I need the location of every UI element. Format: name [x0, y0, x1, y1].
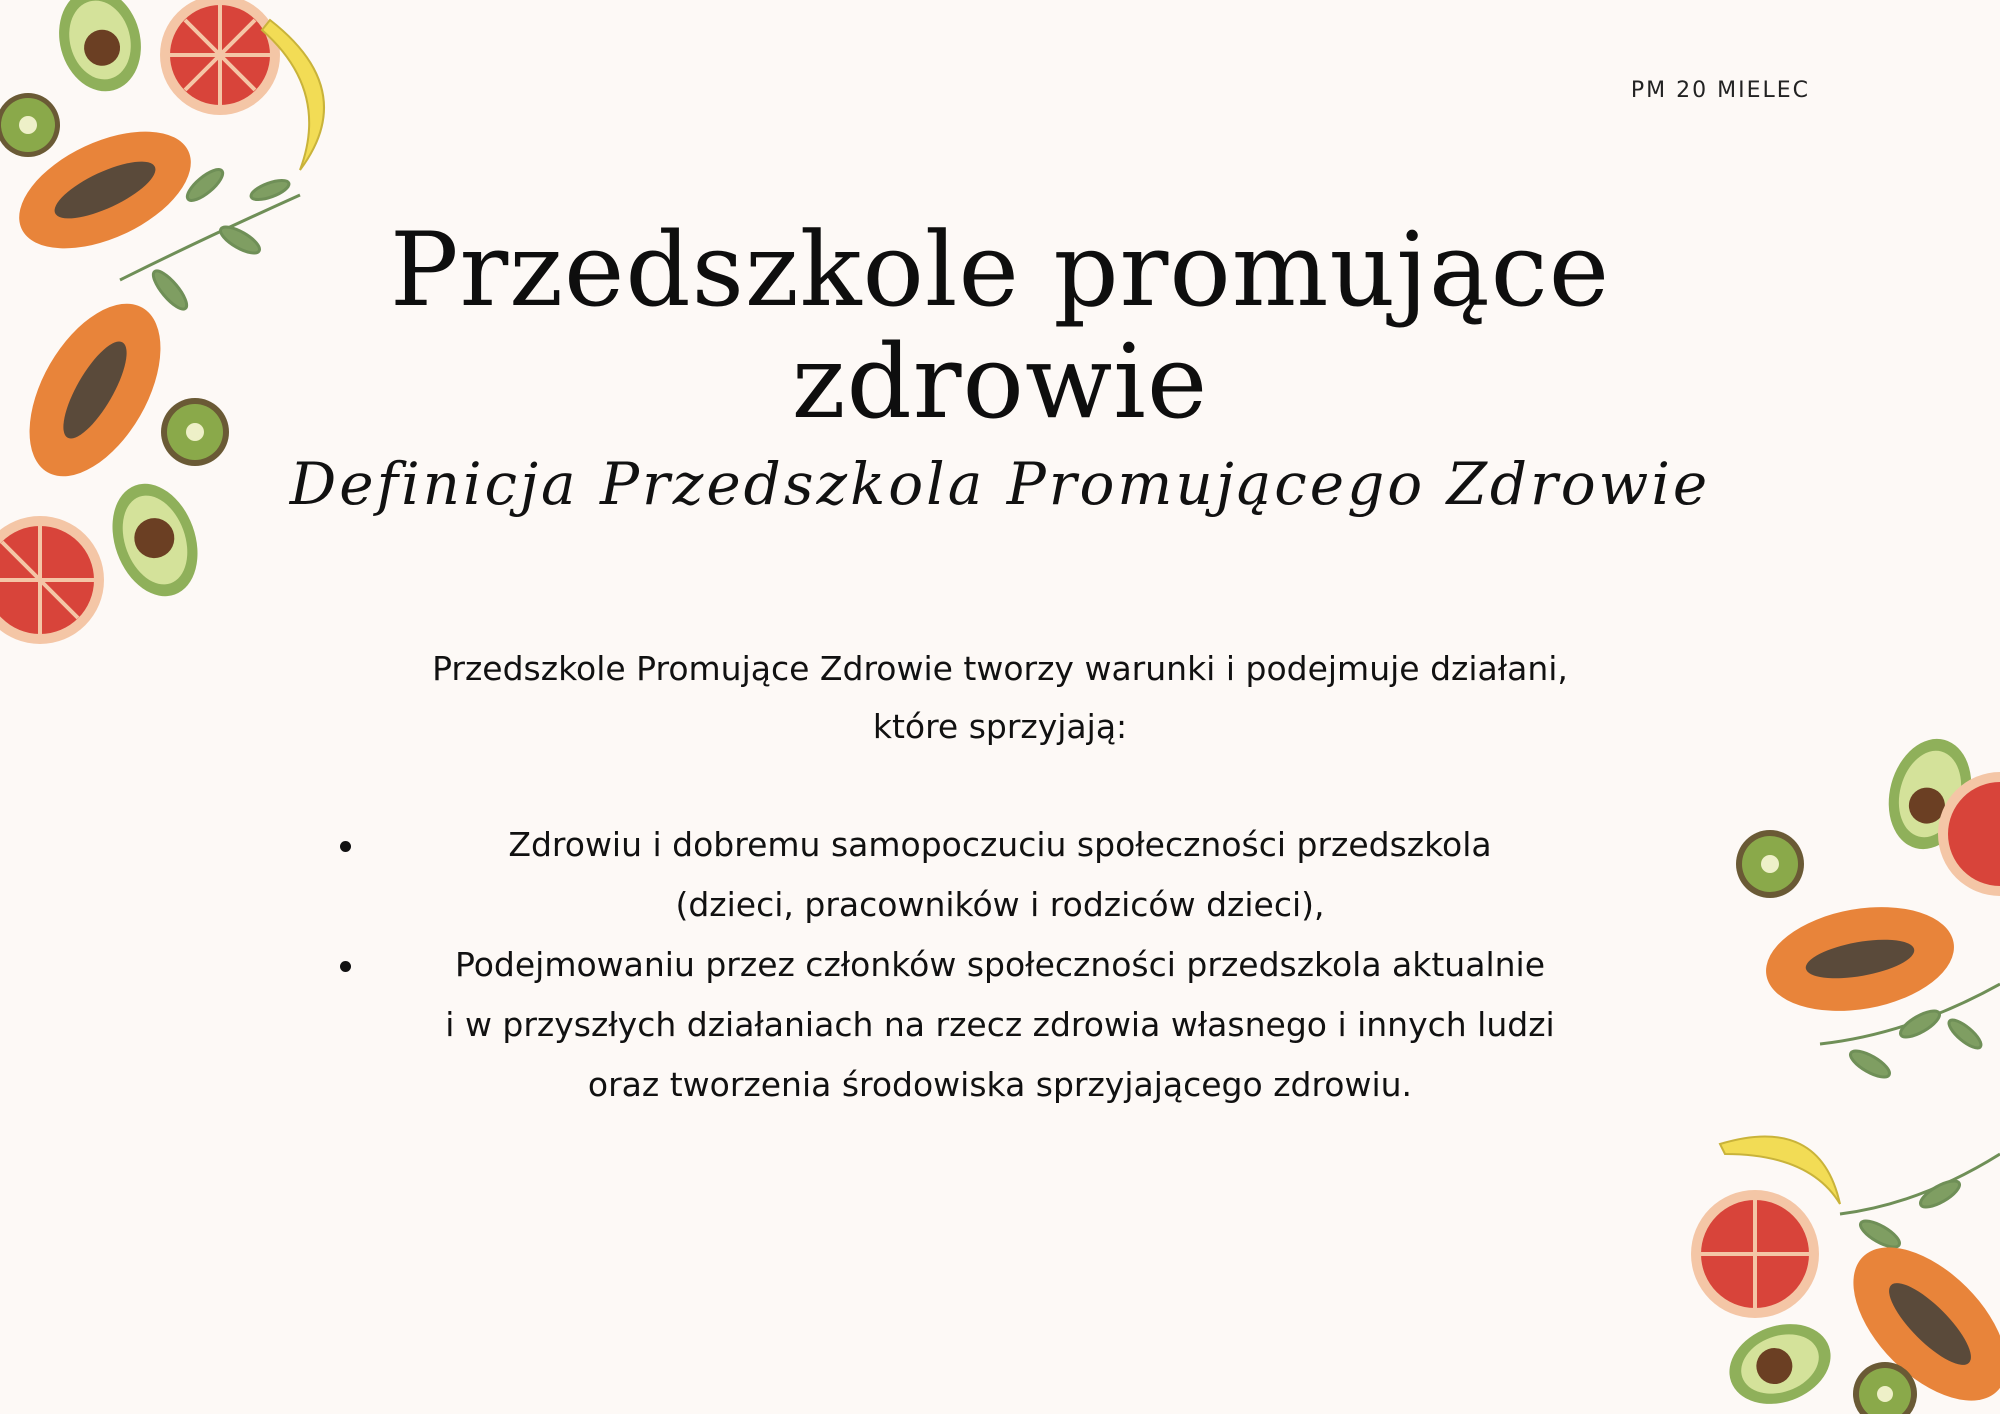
intro-line: Przedszkole Promujące Zdrowie tworzy warunki i podejmuje działani,: [432, 649, 1568, 688]
list-item-line: Podejmowaniu przez członków społeczności przedszkola aktualnie: [454, 945, 1545, 984]
avocado-icon: [48, 0, 152, 101]
page-subtitle: Definicja Przedszkola Promującego Zdrowie: [289, 450, 1711, 518]
list-item-line: i w przyszłych działaniach na rzecz zdrowia własnego i innych ludzi: [445, 1005, 1555, 1044]
page-title-line-1: Przedszkole promujące: [389, 211, 1611, 330]
intro-paragraph: [0, 640, 2000, 756]
page-title-line-2: zdrowie: [791, 323, 1209, 442]
list-item: [0, 935, 2000, 1115]
avocado-icon: [1718, 1311, 1842, 1414]
grapefruit-icon: [0, 516, 104, 644]
bullet-icon: [340, 961, 351, 972]
page-title: [0, 211, 2000, 442]
list-item-line: (dzieci, pracowników i rodziców dzieci),: [675, 885, 1325, 924]
kiwi-icon: [0, 93, 60, 157]
grapefruit-icon: [1691, 1190, 1819, 1318]
organization-label: PM 20 MIELEC: [1630, 78, 1810, 103]
bullet-icon: [340, 841, 351, 852]
grapefruit-icon: [160, 0, 280, 115]
bullet-list: [0, 815, 2000, 1115]
list-item: [0, 815, 2000, 935]
list-item-line: oraz tworzenia środowiska sprzyjającego zdrowiu.: [587, 1065, 1413, 1104]
intro-line: które sprzyjają:: [872, 707, 1128, 746]
list-item-line: Zdrowiu i dobremu samopoczuciu społeczności przedszkola: [508, 825, 1492, 864]
